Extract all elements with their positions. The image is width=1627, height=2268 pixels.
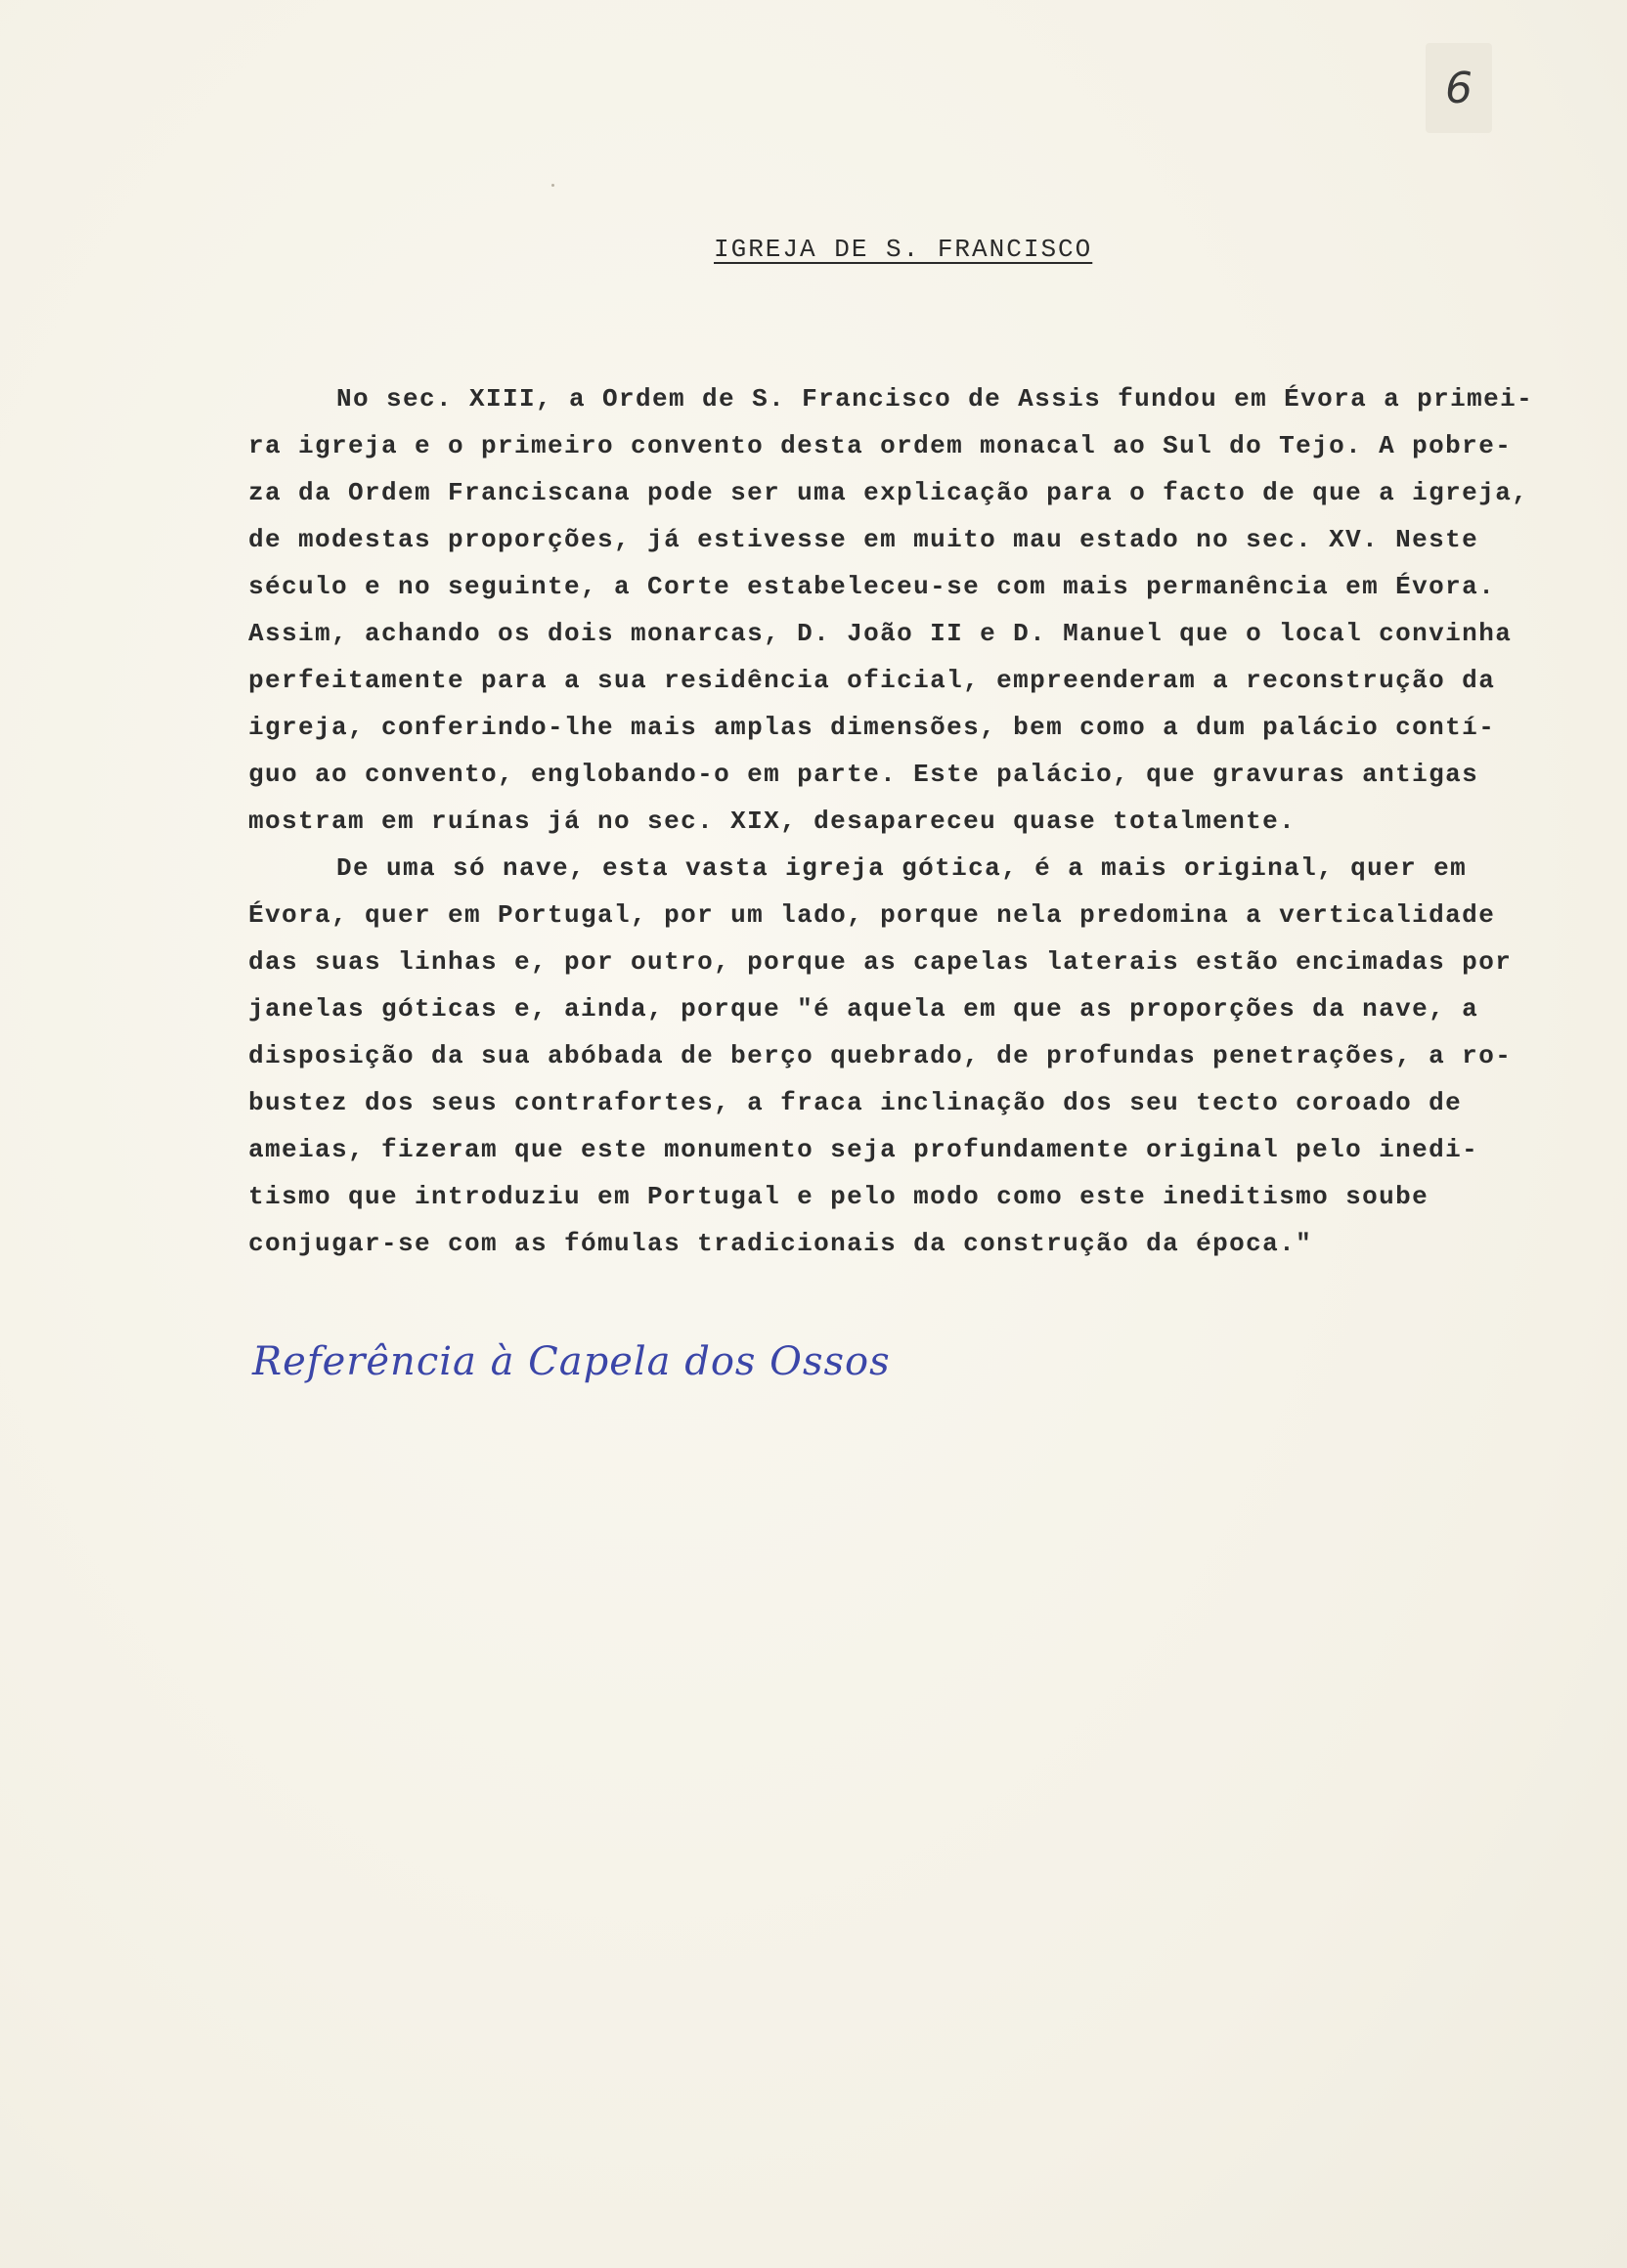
text-line: guo ao convento, englobando-o em parte. Este palácio, que gravuras antigas (248, 760, 1479, 789)
text-line: conjugar-se com as fómulas tradicionais da construção da época." (248, 1229, 1313, 1258)
text-line: Évora, quer em Portugal, por um lado, porque nela predomina a verticalidade (248, 900, 1496, 930)
paper-mark (551, 184, 554, 187)
text-line: igreja, conferindo-lhe mais amplas dimensões, bem como a dum palácio contí- (248, 713, 1496, 742)
text-line: ameias, fizeram que este monumento seja profundamente original pelo inedi- (248, 1135, 1479, 1164)
text-line: ra igreja e o primeiro convento desta ordem monacal ao Sul do Tejo. A pobre- (248, 431, 1513, 460)
body-text (248, 375, 1617, 1267)
page-number: 6 (1426, 43, 1492, 133)
text-line: janelas góticas e, ainda, porque "é aquela em que as proporções da nave, a (248, 994, 1479, 1024)
text-line: No sec. XIII, a Ordem de S. Francisco de Assis fundou em Évora a primei- (336, 384, 1534, 414)
text-line: século e no seguinte, a Corte estabeleceu-se com mais permanência em Évora. (248, 572, 1496, 601)
text-line: tismo que introduziu em Portugal e pelo modo como este ineditismo soube (248, 1182, 1429, 1211)
text-line: za da Ordem Franciscana pode ser uma explicação para o facto de que a igreja, (248, 478, 1529, 507)
text-line: perfeitamente para a sua residência oficial, empreenderam a reconstrução da (248, 666, 1496, 695)
document-title: IGREJA DE S. FRANCISCO (714, 235, 1093, 264)
text-line: mostram em ruínas já no sec. XIX, desapareceu quase totalmente. (248, 807, 1297, 836)
text-line: Assim, achando os dois monarcas, D. João II e D. Manuel que o local convinha (248, 619, 1513, 648)
text-line: bustez dos seus contrafortes, a fraca inclinação dos seu tecto coroado de (248, 1088, 1463, 1117)
handwritten-note: Referência à Capela dos Ossos (252, 1339, 891, 1384)
text-line: De uma só nave, esta vasta igreja gótica, é a mais original, quer em (336, 853, 1468, 883)
text-line: disposição da sua abóbada de berço quebrado, de profundas penetrações, a ro- (248, 1041, 1513, 1070)
text-line: de modestas proporções, já estivesse em muito mau estado no sec. XV. Neste (248, 525, 1479, 554)
text-line: das suas linhas e, por outro, porque as capelas laterais estão encimadas por (248, 947, 1513, 977)
